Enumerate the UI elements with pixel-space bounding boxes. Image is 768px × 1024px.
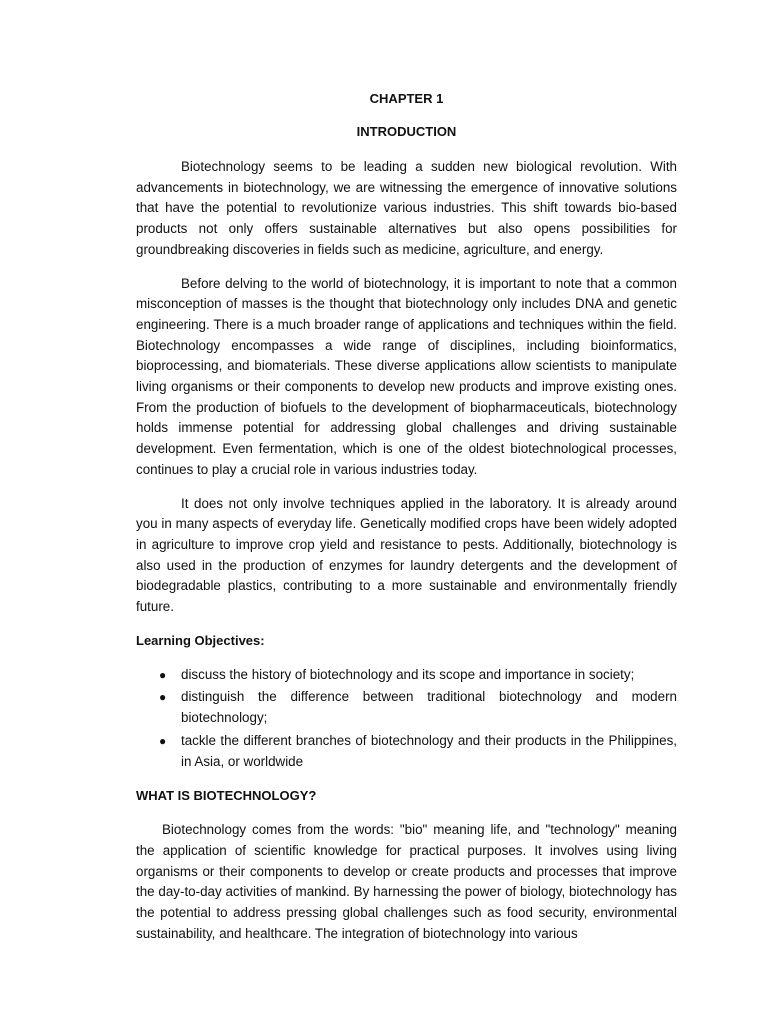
list-item	[159, 665, 677, 686]
objective-text: tackle the different branches of biotechnology and their products in the Philippines, in Asia, or worldwide	[181, 732, 677, 769]
paragraph-intro-1: Biotechnology seems to be leading a sudden new biological revolution. With advancements in biotechnology, we are witnessing the emergence of innovative solutions that have the potential to revolutionize various industries. This shift towards bio-based products not only offers sustainable alternatives but also opens possibilities for groundbreaking discoveries in fields such as medicine, agriculture, and energy.	[136, 159, 677, 257]
paragraph-intro-2: Before delving to the world of biotechnology, it is important to note that a common misconception of masses is the thought that biotechnology only includes DNA and genetic engineering. There is a much broader range of applications and techniques within the field. Biotechnology encompasses a wide range of disciplines, including bioinformatics, bioprocessing, and biomaterials. These diverse applications allow scientists to manipulate living organisms or their components to develop new products and improve existing ones. From the production of biofuels to the development of biopharmaceuticals, biotechnology holds immense potential for addressing global challenges and driving sustainable development. Even fermentation, which is one of the oldest biotechnological processes, continues to play a crucial role in various industries today.	[136, 275, 677, 477]
list-item	[159, 731, 677, 772]
learning-objectives-heading: Learning Objectives:	[136, 632, 265, 648]
paragraph-definition: Biotechnology comes from the words: "bio" meaning life, and "technology" meaning the application of scientific knowledge for practical purposes. It involves using living organisms or their components to develop or create products and processes that improve the day-to-day activities of mankind. By harnessing the power of biology, biotechnology has the potential to address pressing global challenges such as food security, environmental sustainability, and healthcare. The integration of biotechnology into various	[136, 822, 677, 941]
chapter-title: CHAPTER 1	[369, 91, 444, 106]
bullet-icon: ●	[159, 667, 167, 682]
objective-text: distinguish the difference between traditional biotechnology and modern biotechnology;	[181, 689, 677, 726]
learning-objectives-list	[136, 665, 677, 773]
section-title-introduction: INTRODUCTION	[356, 124, 457, 139]
list-item	[159, 687, 677, 728]
bullet-icon: ●	[159, 690, 167, 705]
objective-text: discuss the history of biotechnology and its scope and importance in society;	[181, 666, 635, 682]
bullet-icon: ●	[159, 733, 167, 748]
what-is-biotechnology-heading: WHAT IS BIOTECHNOLOGY?	[136, 788, 317, 804]
document-content	[136, 90, 677, 945]
paragraph-intro-3: It does not only involve techniques applied in the laboratory. It is already around you in many aspects of everyday life. Genetically modified crops have been widely adopted in agriculture to improve crop yield and resistance to pests. Additionally, biotechnology is also used in the production of enzymes for laundry detergents and the development of biodegradable plastics, contributing to a more sustainable and environmentally friendly future.	[136, 495, 677, 615]
